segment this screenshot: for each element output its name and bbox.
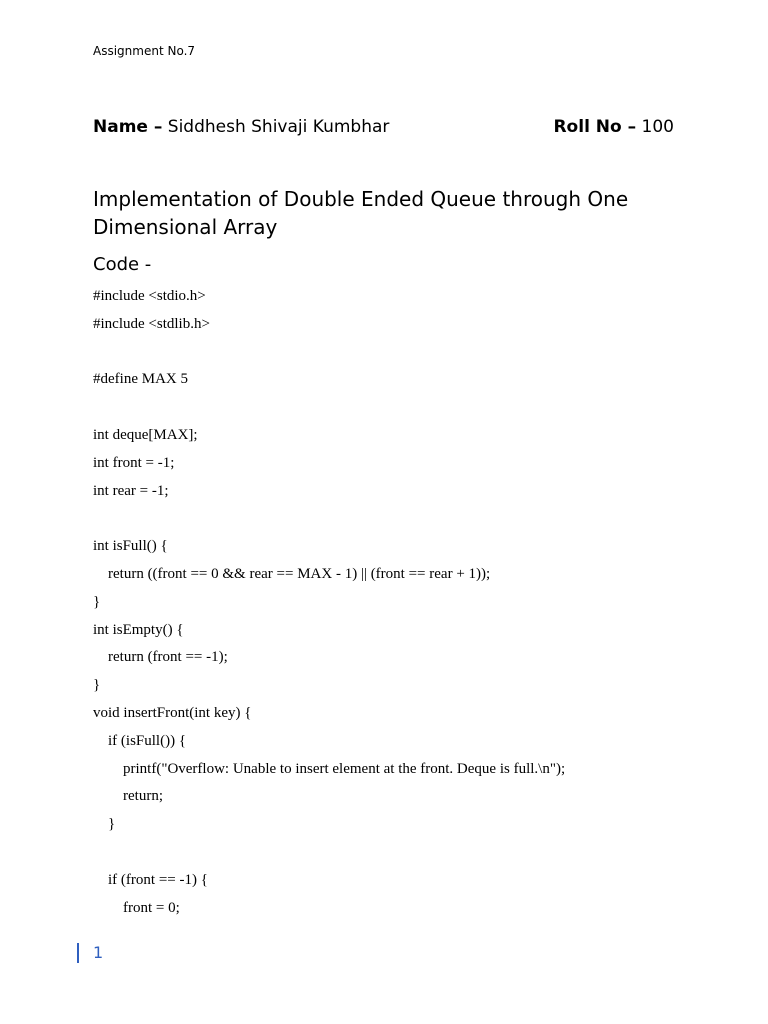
- code-line: printf("Overflow: Unable to insert element at the front. Deque is full.\n");: [93, 760, 566, 777]
- name-field: [93, 115, 389, 139]
- code-line: #include <stdio.h>: [93, 288, 206, 304]
- code-line: if (isFull()) {: [93, 732, 187, 749]
- code-line: int front = -1;: [93, 454, 175, 471]
- code-line: }: [93, 816, 116, 833]
- page-number-marker: [77, 943, 79, 963]
- document-title: Implementation of Double Ended Queue through One Dimensional Array: [93, 187, 629, 239]
- code-line: return ((front == 0 && rear == MAX - 1) || (front == rear + 1));: [93, 565, 491, 582]
- code-line: return (front == -1);: [93, 649, 228, 666]
- code-line: #include <stdlib.h>: [93, 315, 210, 332]
- code-listing: [93, 283, 713, 922]
- student-info-row: [93, 115, 674, 139]
- code-line: return;: [93, 788, 163, 805]
- code-line: front = 0;: [93, 899, 180, 916]
- code-line: int rear = -1;: [93, 482, 169, 499]
- code-line: [93, 339, 713, 367]
- name-value: Siddhesh Shivaji Kumbhar: [167, 117, 390, 137]
- code-line: void insertFront(int key) {: [93, 704, 252, 721]
- page-header: Assignment No.7: [93, 44, 196, 58]
- name-label: Name –: [93, 117, 163, 137]
- code-line: #define MAX 5: [93, 371, 188, 388]
- code-line: [93, 839, 713, 867]
- code-line: int isEmpty() {: [93, 621, 184, 638]
- roll-field: [553, 115, 674, 139]
- code-line: int isFull() {: [93, 538, 168, 555]
- roll-label: Roll No –: [553, 117, 637, 137]
- page-number: 1: [93, 943, 104, 962]
- code-line: }: [93, 677, 101, 694]
- code-heading: Code -: [93, 254, 152, 275]
- code-line: }: [93, 593, 101, 610]
- code-line: [93, 394, 713, 422]
- code-line: if (front == -1) {: [93, 871, 208, 888]
- code-line: int deque[MAX];: [93, 426, 198, 443]
- code-line: [93, 505, 713, 533]
- roll-value: 100: [641, 117, 674, 137]
